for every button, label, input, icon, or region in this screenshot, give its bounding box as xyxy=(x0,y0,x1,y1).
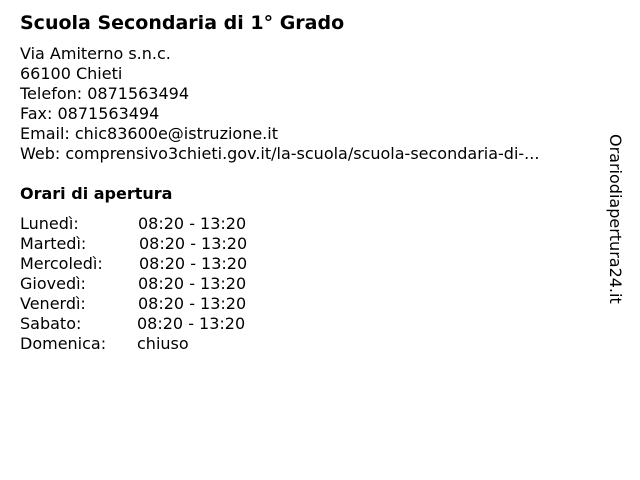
time-value: 08:20 - 13:20 xyxy=(137,314,246,333)
site-watermark: Orariodiapertura24.it xyxy=(606,134,625,304)
phone-line: Telefon: 0871563494 xyxy=(20,84,190,103)
time-value: chiuso xyxy=(137,334,189,353)
day-label: Domenica: xyxy=(20,334,107,353)
day-label: Giovedì: xyxy=(20,274,86,293)
day-label: Lunedì: xyxy=(20,214,79,233)
address-line: Via Amiterno s.n.c. xyxy=(20,44,171,63)
day-label: Martedì: xyxy=(20,234,87,253)
web-line: Web: comprensivo3chieti.gov.it/la-scuola/scuola-secondaria-di-... xyxy=(20,144,540,163)
city-line: 66100 Chieti xyxy=(20,64,123,83)
email-line: Email: chic83600e@istruzione.it xyxy=(20,124,278,143)
time-value: 08:20 - 13:20 xyxy=(138,294,247,313)
time-value: 08:20 - 13:20 xyxy=(139,234,248,253)
time-value: 08:20 - 13:20 xyxy=(139,254,248,273)
page-title: Scuola Secondaria di 1° Grado xyxy=(20,12,345,34)
time-value: 08:20 - 13:20 xyxy=(138,274,247,293)
contact-info xyxy=(20,44,539,164)
day-label: Mercoledì: xyxy=(20,254,103,273)
day-label: Venerdì: xyxy=(20,294,86,313)
fax-line: Fax: 0871563494 xyxy=(20,104,160,123)
hours-heading: Orari di apertura xyxy=(20,184,173,203)
time-value: 08:20 - 13:20 xyxy=(138,214,247,233)
day-label: Sabato: xyxy=(20,314,82,333)
